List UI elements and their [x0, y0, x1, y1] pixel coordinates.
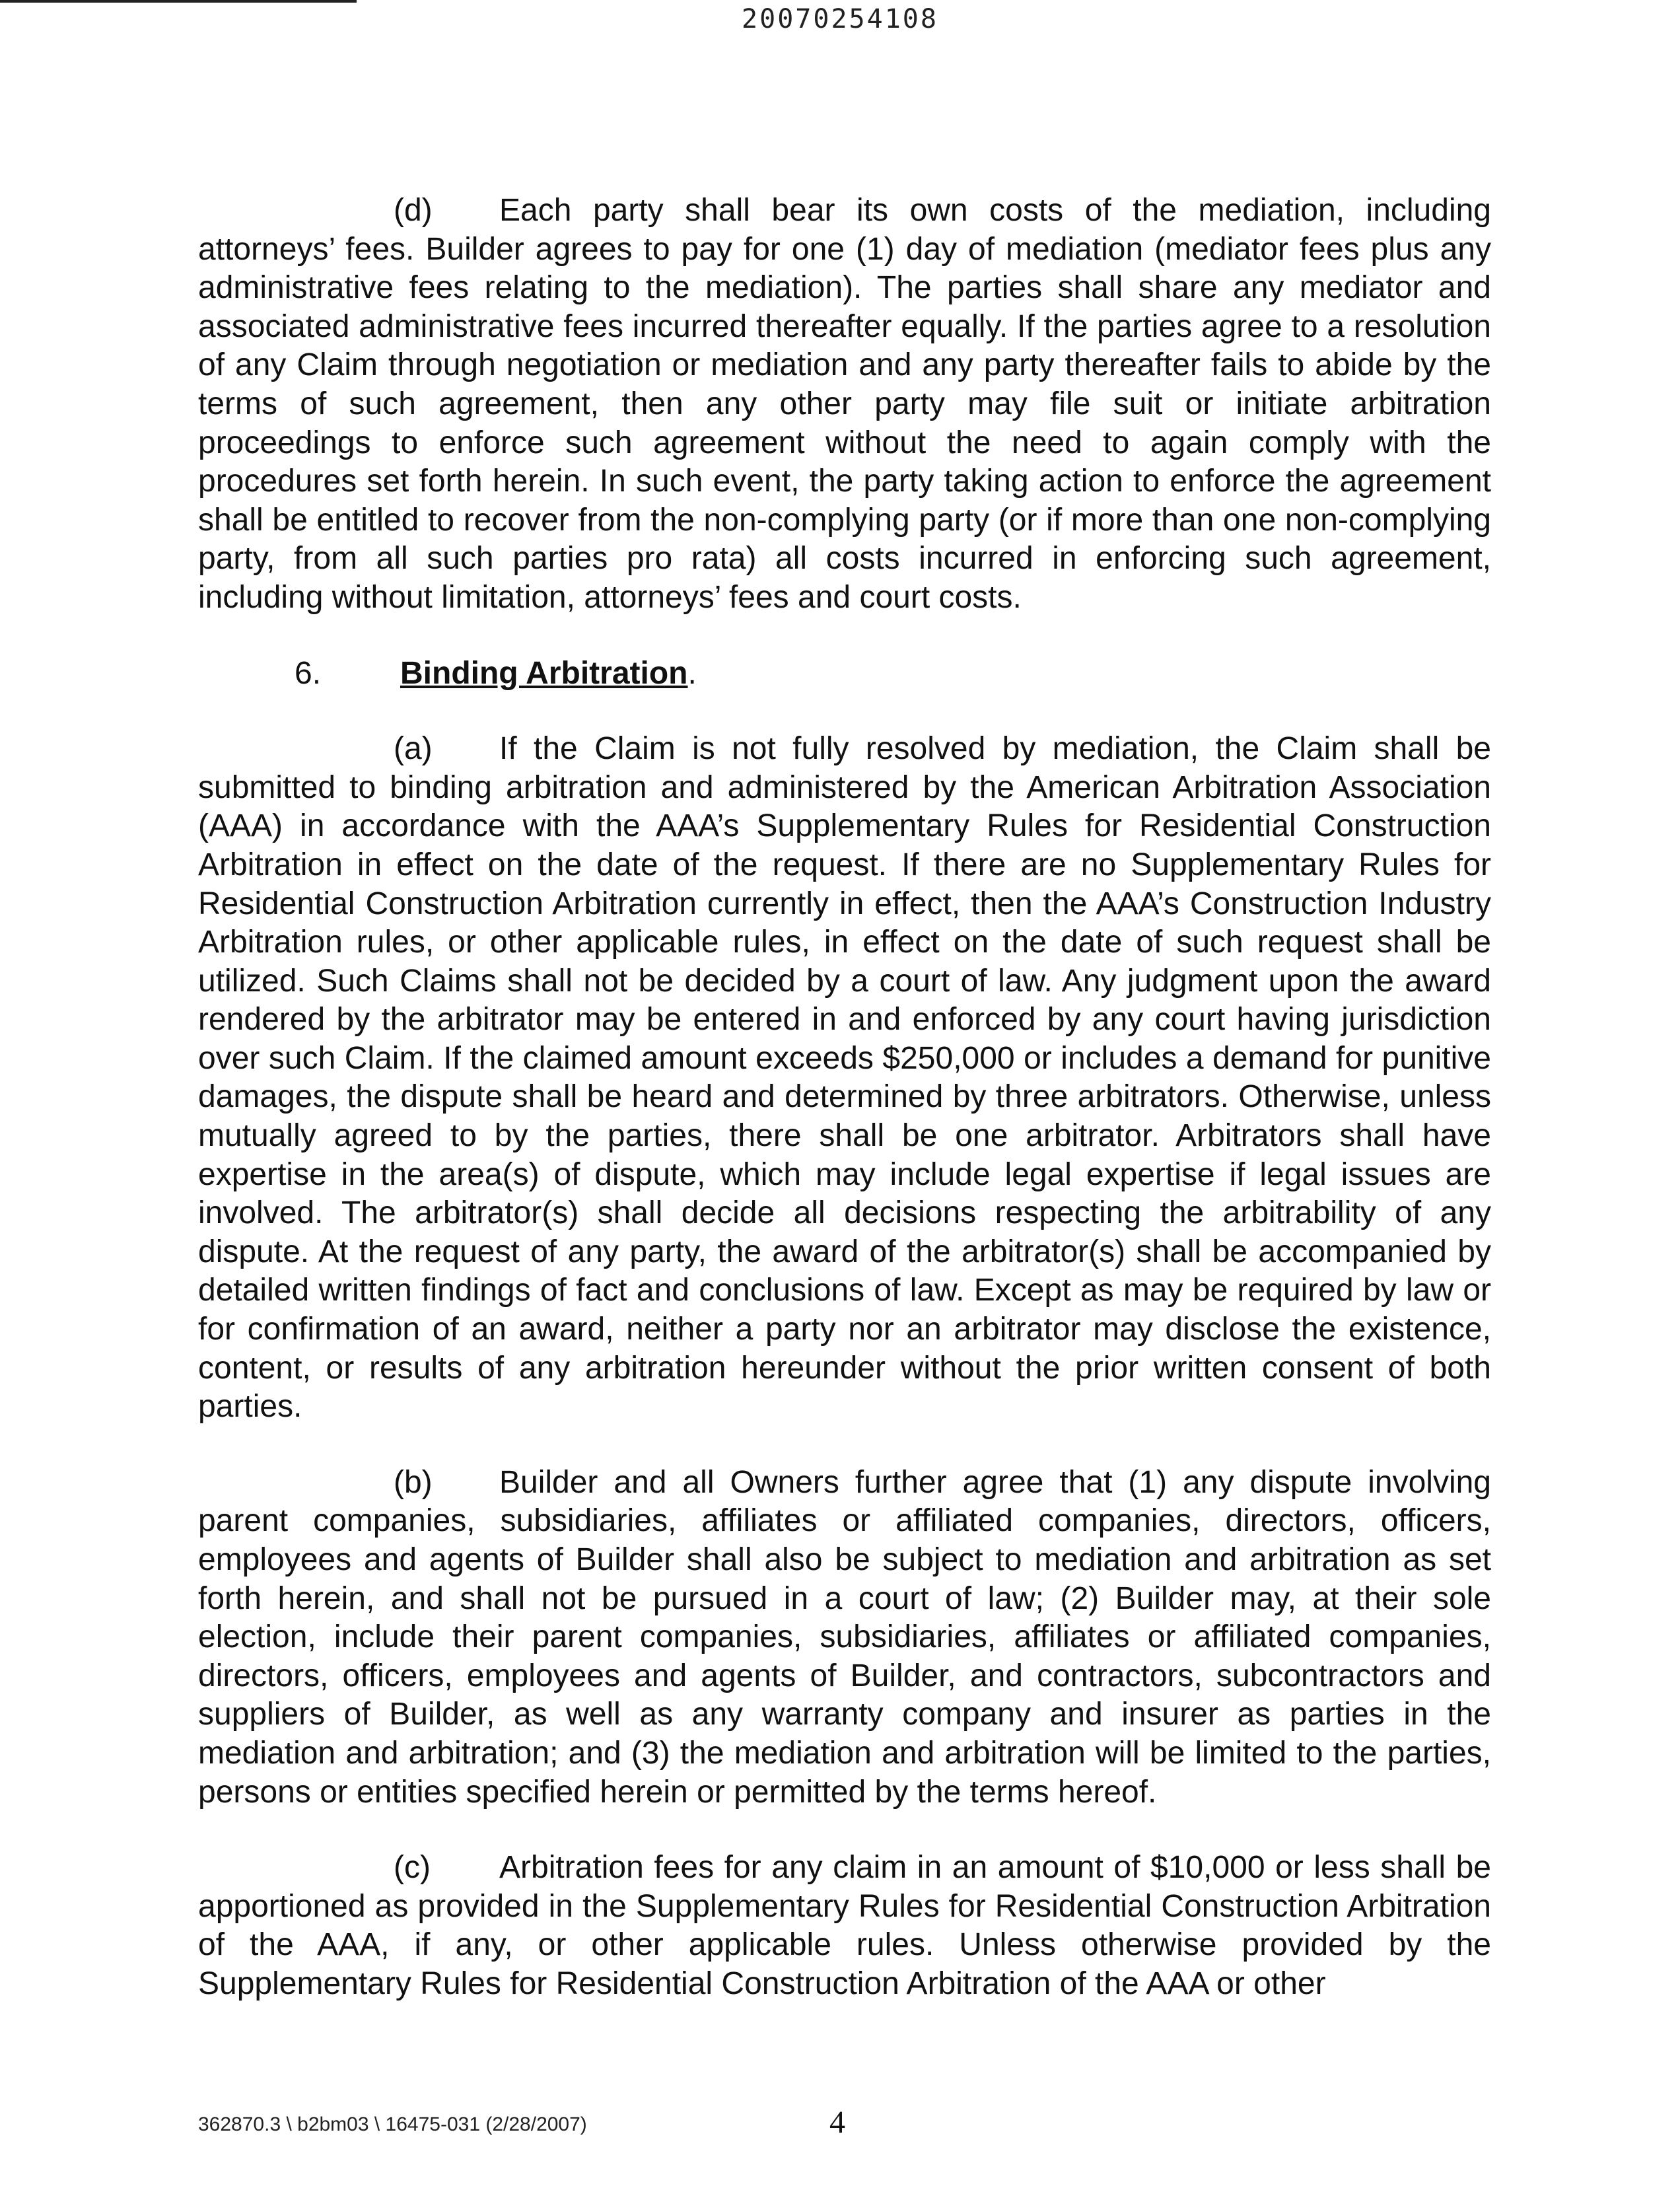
section-heading — [198, 655, 1491, 693]
paragraph-c-text: Arbitration fees for any claim in an amount of $10,000 or less shall be apportioned as provided in the Supplementary Rules for Residential Construction Arbitration of the AAA, if any, or other applicable rules. Unless otherwise provided by the Supplementary Rules for Residential Construction Arbitration of the AAA or other — [198, 1850, 1491, 2001]
paragraph-b — [198, 1464, 1491, 1812]
spacer — [198, 693, 1491, 730]
paragraph-d-label: (d) — [394, 193, 433, 228]
paragraph-d — [198, 192, 1491, 618]
page-body — [198, 192, 1491, 2004]
section-number: 6. — [295, 655, 322, 691]
section-title: Binding Arbitration — [400, 655, 688, 691]
paragraph-a-label: (a) — [394, 731, 433, 767]
footer-document-id: 362870.3 \ b2bm03 \ 16475-031 (2/28/2007) — [198, 2113, 587, 2135]
spacer — [198, 618, 1491, 655]
paragraph-a — [198, 730, 1491, 1427]
paragraph-b-label: (b) — [394, 1464, 433, 1500]
spacer — [198, 1427, 1491, 1464]
paragraph-a-text: If the Claim is not fully resolved by mediation, the Claim shall be submitted to binding arbitration and administered by the American Arbitration Association (AAA) in accordance with the AAA’s Supplementary Rules for Residential Construction Arbitration in effect on the date of the request. If there are no Supplementary Rules for Residential Construction Arbitration currently in effect, then the AAA’s Construction Industry Arbitration rules, or other applicable rules, in effect on the date of such request shall be utilized. Such Claims shall not be decided by a court of law. Any judgment upon the award rendered by the arbitrator may be entered in and enforced by any court having jurisdiction over such Claim. If the claimed amount exceeds $250,000 or includes a demand for punitive damages, the dispute shall be heard and determined by three arbitrators. Otherwise, unless mutually agreed to by the parties, there shall be one arbitrator. Arbitrators shall have expertise in the area(s) of dispute, which may include legal expertise if legal issues are involved. The arbitrator(s) shall decide all decisions respecting the arbitrability of any dispute. At the request of any party, the award of the arbitrator(s) shall be accompanied by detailed written findings of fact and conclusions of law. Except as may be required by law or for confirmation of an award, neither a party nor an arbitrator may disclose the existence, content, or results of any arbitration hereunder without the prior written consent of both parties. — [198, 731, 1491, 1425]
page-number: 4 — [829, 2105, 845, 2140]
document-number: 20070254108 — [742, 4, 938, 34]
paragraph-b-text: Builder and all Owners further agree that (1) any dispute involving parent companies, subsidiaries, affiliates or affiliated companies, directors, officers, employees and agents of Builder shall also be subject to mediation and arbitration as set forth herein, and shall not be pursued in a court of law; (2) Builder may, at their sole election, include their parent companies, subsidiaries, affiliates or affiliated companies, directors, officers, employees and agents of Builder, and contractors, subcontractors and suppliers of Builder, as well as any warranty company and insurer as parties in the mediation and arbitration; and (3) the mediation and arbitration will be limited to the parties, persons or entities specified herein or permitted by the terms hereof. — [198, 1464, 1491, 1810]
section-title-period: . — [687, 655, 697, 691]
paragraph-c-label: (c) — [394, 1850, 431, 1886]
paragraph-d-text: Each party shall bear its own costs of the mediation, including attorneys’ fees. Builder agrees to pay for one (1) day of mediation (mediator fees plus any administrative fees relating to the mediation). The parties shall share any mediator and associated administrative fees incurred thereafter equally. If the parties agree to a resolution of any Claim through negotiation or mediation and any party thereafter fails to abide by the terms of such agreement, then any other party may file suit or initiate arbitration proceedings to enforce such agreement without the need to again comply with the procedures set forth herein. In such event, the party taking action to enforce the agreement shall be entitled to recover from the non-complying party (or if more than one non-complying party, from all such parties pro rata) all costs incurred in enforcing such agreement, including without limitation, attorneys’ fees and court costs. — [198, 193, 1491, 615]
spacer — [198, 1812, 1491, 1849]
top-rule — [0, 0, 357, 3]
paragraph-c — [198, 1849, 1491, 2003]
